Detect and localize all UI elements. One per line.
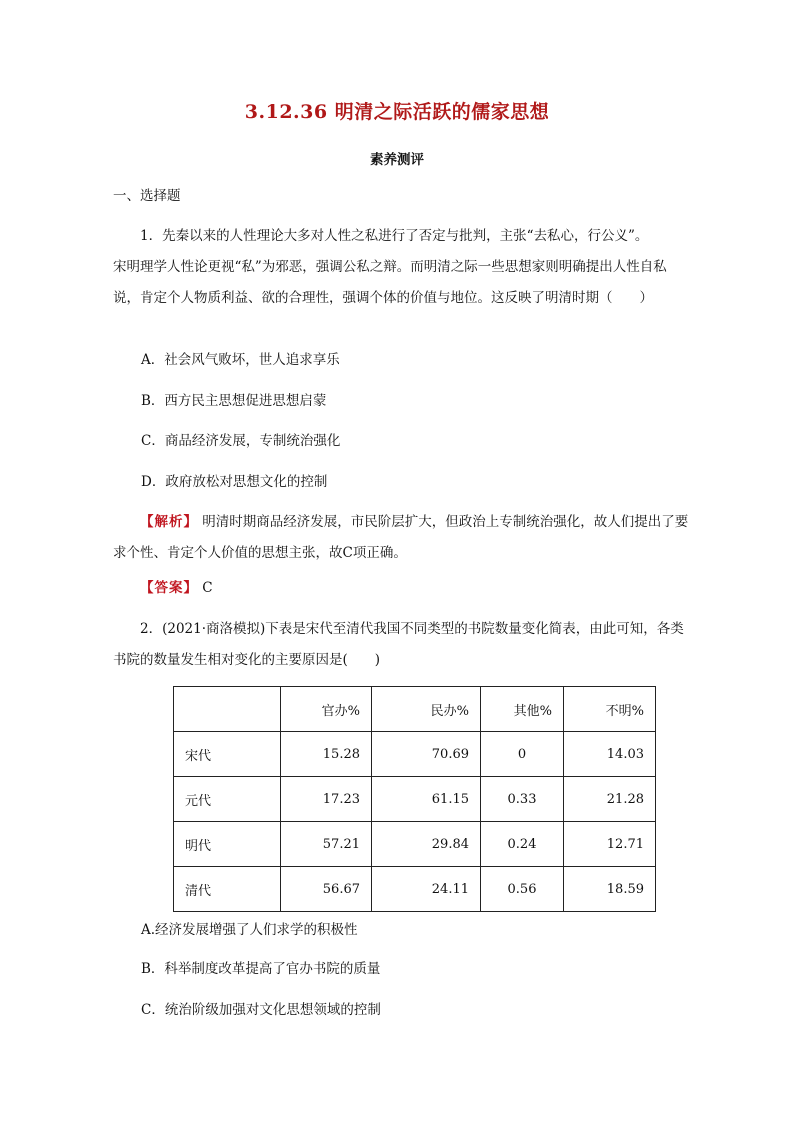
table-cell: 0.24 [481, 822, 564, 867]
answer-value: C [202, 580, 213, 596]
answer-label: 【答案】 [140, 580, 198, 596]
table-cell: 24.11 [372, 867, 481, 912]
question-1-answer [113, 573, 693, 604]
table-cell: 17.23 [281, 777, 372, 822]
table-cell: 18.59 [564, 867, 656, 912]
table-cell: 15.28 [281, 732, 372, 777]
question-1-option-b: B．西方民主思想促进思想启蒙 [141, 393, 327, 409]
question-1-option-a: A．社会风气败坏，世人追求享乐 [141, 352, 340, 368]
table-row [174, 822, 656, 867]
section-subtitle: 素养测评 [370, 152, 424, 168]
table-cell: 21.28 [564, 777, 656, 822]
table-header-cell: 官办% [281, 687, 372, 732]
question-1-option-c: C．商品经济发展，专制统治强化 [141, 433, 341, 449]
table-cell: 70.69 [372, 732, 481, 777]
table-cell: 0.33 [481, 777, 564, 822]
table-header-row [174, 687, 656, 732]
table-header-cell: 不明% [564, 687, 656, 732]
question-2-option-c: C．统治阶级加强对文化思想领域的控制 [141, 1002, 381, 1018]
table-cell: 61.15 [372, 777, 481, 822]
table-row [174, 732, 656, 777]
analysis-text: 明清时期商品经济发展，市民阶层扩大，但政治上专制统治强化，故人们提出了要求个性、肯定个人价值的思想主张，故C项正确。 [113, 514, 689, 561]
academy-statistics-table [173, 686, 656, 912]
question-1-option-d: D．政府放松对思想文化的控制 [141, 474, 328, 490]
question-1-stem-line1: 1．先秦以来的人性理论大多对人性之私进行了否定与批判，主张“去私心，行公义”。 [140, 228, 649, 244]
table-cell: 0.56 [481, 867, 564, 912]
table-row [174, 867, 656, 912]
table-cell: 元代 [174, 777, 281, 822]
table-cell: 29.84 [372, 822, 481, 867]
analysis-label: 【解析】 [140, 514, 198, 530]
table-cell: 明代 [174, 822, 281, 867]
question-2-stem: 2．(2021·商洛模拟)下表是宋代至清代我国不同类型的书院数量变化简表，由此可知，各类书院的数量发生相对变化的主要原因是( ) [113, 621, 684, 668]
table-cell: 0 [481, 732, 564, 777]
question-2-option-a: A.经济发展增强了人们求学的积极性 [141, 922, 358, 938]
table-row [174, 777, 656, 822]
page-title: 3.12.36 明清之际活跃的儒家思想 [244, 101, 550, 123]
question-1-analysis [113, 507, 693, 569]
table-header-cell: 其他% [481, 687, 564, 732]
section-heading: 一、选择题 [113, 188, 181, 204]
table-cell: 12.71 [564, 822, 656, 867]
table-cell: 57.21 [281, 822, 372, 867]
table-cell: 宋代 [174, 732, 281, 777]
table-header-cell [174, 687, 281, 732]
question-2-option-b: B．科举制度改革提高了官办书院的质量 [141, 961, 381, 977]
table-cell: 56.67 [281, 867, 372, 912]
question-1-stem-rest: 宋明理学人性论更视“私”为邪恶，强调公私之辩。而明清之际一些思想家则明确提出人性自私说，肯定个人物质利益、欲的合理性，强调个体的价值与地位。这反映了明清时期（ ） [113, 259, 667, 306]
table-header-cell: 民办% [372, 687, 481, 732]
table-cell: 14.03 [564, 732, 656, 777]
table-cell: 清代 [174, 867, 281, 912]
